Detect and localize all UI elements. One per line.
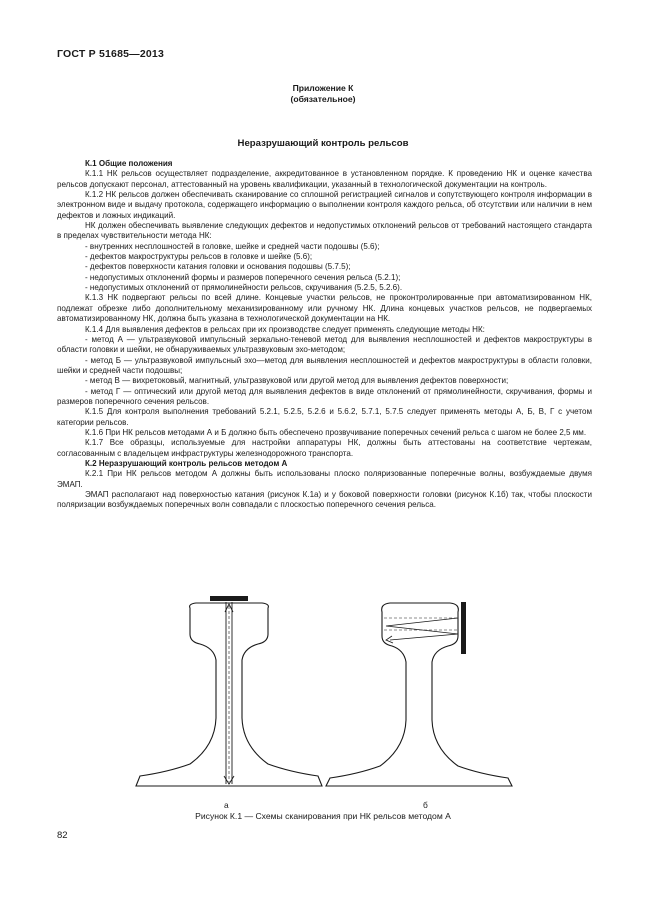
page-number: 82 xyxy=(57,830,68,841)
document-title: Неразрушающий контроль рельсов xyxy=(237,138,409,149)
paragraph: К.1.4 Для выявления дефектов в рельсах при их производстве следует применять следующие методы НК: xyxy=(85,324,485,334)
paragraph: К.1.6 При НК рельсов методами А и Б должно быть обеспечено прозвучивание поперечных сечений рельса с шагом не более 2,5 мм. xyxy=(85,427,587,437)
paragraph: - дефектов поверхности катания головки и основания подошвы (5.7.5); xyxy=(85,262,351,272)
paragraph: К.1.3 НК подвергают рельсы по всей длине. Концевые участки рельсов, не проконтролированные при автоматизированном НК, подлежат обрезке либо дополнительному механизированному или ручному НК. Длина концевых участков рельсов, не подвергаемых автоматизированному НК, должна быть указана в технологической документации на НК. xyxy=(57,293,592,324)
paragraph: НК должен обеспечивать выявление следующих дефектов и недопустимых отклонений рельсов от требований настоящего стандарта в пределах чувствительности метода НК: xyxy=(57,221,592,241)
paragraph: К.2.1 При НК рельсов методом А должны быть использованы плоско поляризованные поперечные волны, возбуждаемые двумя ЭМАП. xyxy=(57,469,592,489)
emat-transducer-a xyxy=(210,596,248,601)
section-heading: К.1 Общие положения xyxy=(85,159,173,168)
emat-transducer-b xyxy=(461,602,466,654)
body-text xyxy=(57,159,592,511)
rail-profile-b xyxy=(326,602,512,786)
paragraph: К.1.2 НК рельсов должен обеспечивать сканирование со сплошной регистрацией сигналов и сопутствующего контроля информации в электронном виде и выдачу протокола, содержащего информацию о выполнении контроля каждого рельса, об отсутствии или наличии в нем дефектов и ложных индикаций. xyxy=(57,190,592,220)
paragraph: - недопустимых отклонений от прямолинейности рельсов, скручивания (5.2.5, 5.2.6). xyxy=(85,283,403,293)
paragraph: - дефектов макроструктуры рельсов в головке и шейке (5.6); xyxy=(85,252,313,262)
paragraph: - метод В — вихретоковый, магнитный, ультразвуковой или другой метод для выявления дефектов поверхности; xyxy=(85,376,509,386)
appendix-status: (обязательное) xyxy=(290,94,356,104)
rail-profile-a xyxy=(136,596,322,786)
paragraph: - недопустимых отклонений формы и размеров поперечного сечения рельса (5.2.1); xyxy=(85,272,401,282)
section-heading: К.2 Неразрушающий контроль рельсов методом А xyxy=(85,458,288,468)
paragraph: - внутренних несплошностей в головке, шейке и средней части подошвы (5.6); xyxy=(85,241,380,251)
figure-label-a: а xyxy=(224,800,229,810)
paragraph: - метод А — ультразвуковой импульсный зеркально-теневой метод для выявления несплошностей и дефектов макроструктуры в области головки и шейки, не обнаруживаемых ультразвуковым эхо-методом; xyxy=(57,334,592,355)
paragraph: ЭМАП располагают над поверхностью катания (рисунок К.1а) и у боковой поверхности головки (рисунок К.1б) так, чтобы плоскости поляризации возбуждаемых поперечных волн совпадали с плоскостью поперечного сечения рельса. xyxy=(57,490,592,510)
paragraph: К.1.7 Все образцы, используемые для настройки аппаратуры НК, должны быть аттестованы на соответствие чертежам, согласованным с владельцем инфраструктуры железнодорожного транспорта. xyxy=(57,438,592,458)
paragraph: К.1.5 Для контроля выполнения требований 5.2.1, 5.2.5, 5.2.6 и 5.6.2, 5.7.1, 5.7.5 следует применять методы А, Б, В, Г с учетом категории рельсов. xyxy=(57,407,592,427)
paragraph: - метод Г — оптический или другой метод для выявления дефектов в виде отклонений от прямолинейности, скручивания, формы и размеров поперечного сечения рельсов. xyxy=(57,386,592,406)
figure-label-b: б xyxy=(423,800,428,810)
paragraph: - метод Б — ультразвуковой импульсный эхо—метод для выявления несплошностей и дефектов макроструктуры в области головки, шейки и средней части подошвы; xyxy=(57,355,592,375)
paragraph: К.1.1 НК рельсов осуществляет подразделение, аккредитованное в установленном порядке. К проведению НК и оценке качества рельсов допускают персонал, аттестованный на уровень квалификации, указанный в технологической документации на контроль. xyxy=(57,169,592,189)
standard-header: ГОСТ Р 51685—2013 xyxy=(57,48,165,60)
figure-caption: Рисунок К.1 — Схемы сканирования при НК рельсов методом А xyxy=(195,811,451,821)
appendix-title: Приложение К xyxy=(292,83,354,93)
figure-rail-scanning-schemes xyxy=(0,596,646,826)
